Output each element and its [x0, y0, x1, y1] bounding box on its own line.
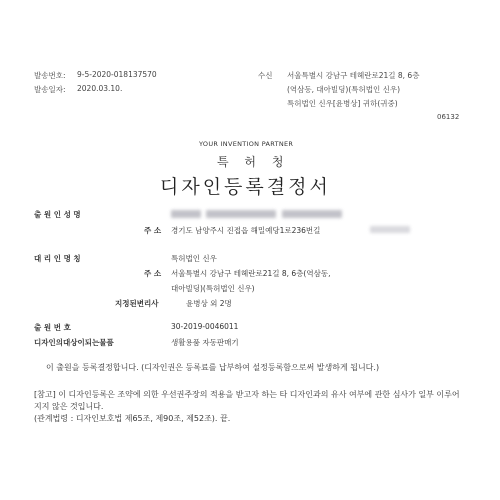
agent-name-label-text: 대 리 인 명 칭: [34, 254, 81, 263]
redacted-applicant-id: [206, 210, 276, 218]
agent-name: 특허법인 신우: [171, 254, 217, 263]
agent-address-label: 주 소: [144, 269, 162, 278]
applicant-name-label: [34, 209, 162, 220]
decision-text: 이 출원을 등록결정합니다. (디자인권은 등록료를 납부하여 설정등록함으로써 발생하게 됩니다.): [46, 363, 380, 372]
partner-slogan: YOUR INVENTION PARTNER: [199, 140, 294, 148]
applicant-name-label-text: 출 원 인 성 명: [34, 210, 81, 219]
agent-address-line1: 서울특별시 강남구 테헤란로21길 8, 6층(역삼동,: [171, 269, 331, 278]
dispatch-date-label: 발송일자:: [34, 85, 66, 94]
redacted-applicant-number: [282, 210, 342, 218]
recipient-label: 수신: [258, 71, 273, 80]
redacted-applicant-address: [370, 226, 410, 233]
dispatch-number-label: 발송번호:: [34, 71, 66, 80]
application-number: 30-2019-0046011: [171, 322, 239, 331]
application-number-label-text: 출 원 번 호: [34, 323, 71, 332]
law-text: (관계법령 : 디자인보호법 제65조, 제90조, 제52조). 끝.: [34, 414, 231, 423]
recipient-address-line2: (역삼동, 대아빌딩)(특허법인 신우): [287, 85, 401, 94]
recipient-address-line1: 서울특별시 강남구 테헤란로21길 8, 6층: [287, 71, 420, 80]
dispatch-date: 2020.03.10.: [77, 84, 123, 93]
redacted-applicant-name: [171, 210, 201, 218]
agent-address-line2: 대아빌딩)(특허법인 신우): [171, 284, 255, 293]
applicant-address-label: 주 소: [144, 226, 162, 235]
dispatch-number: 9-5-2020-018137570: [77, 70, 157, 79]
application-number-label: [34, 322, 162, 333]
designated-attorney: 윤병상 외 2명: [186, 299, 232, 308]
agent-name-label: [34, 253, 162, 264]
designated-attorney-label: 지정된변리사: [115, 299, 159, 308]
postal-code: 06132: [437, 113, 460, 121]
office-name: 특 허 청: [217, 155, 290, 169]
notice-text: [참고] 이 디자인등록은 조약에 의한 우선권주장의 적용을 받고자 하는 타 디자인과의 유사 여부에 관한 심사가 일부 이루어지지 않은 것입니다.: [34, 390, 460, 411]
article-label: 디자인의대상이되는물품: [34, 338, 114, 347]
applicant-address: 경기도 남양주시 진접읍 해밀예당1로236번길: [171, 226, 321, 235]
recipient-name: 특허법인 신우[윤병상] 귀하(귀중): [287, 99, 398, 108]
document-title: 디자인등록결정서: [160, 176, 331, 198]
article: 생활용품 자동판매기: [171, 338, 239, 347]
